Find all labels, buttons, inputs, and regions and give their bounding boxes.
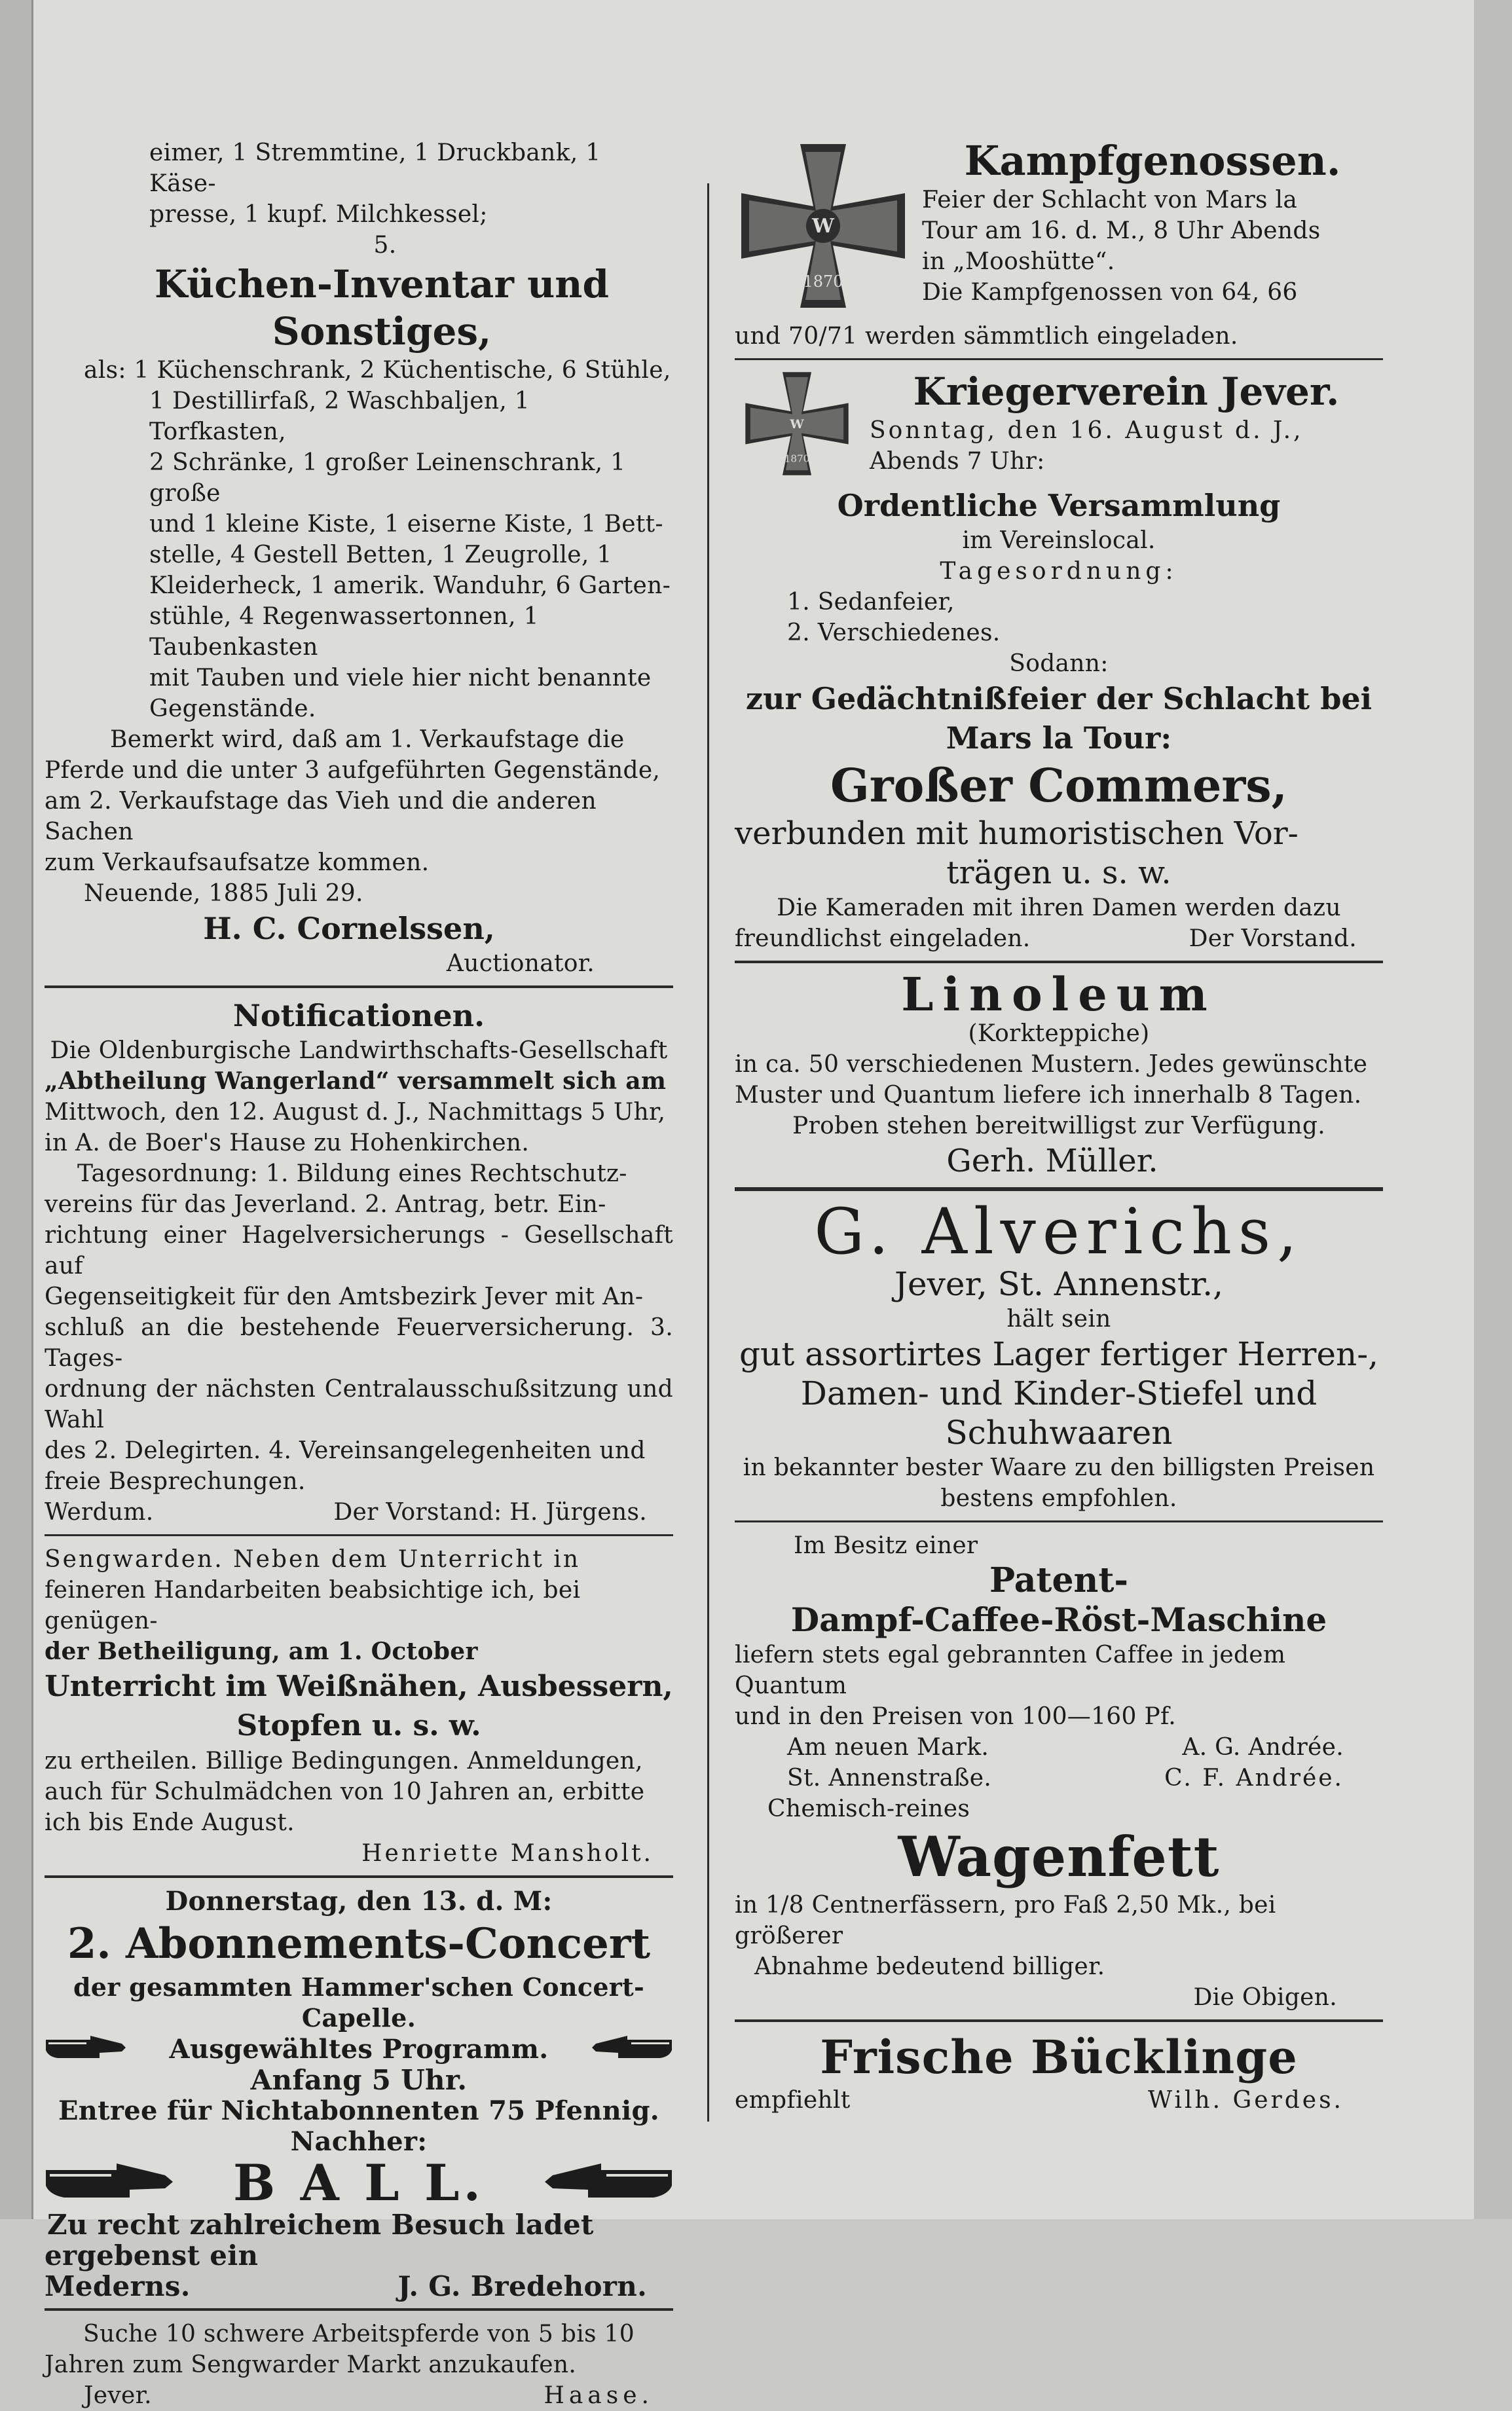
right-column	[735, 138, 1383, 2116]
cross-letter: W	[812, 215, 834, 238]
cross-year: 1870	[784, 452, 810, 465]
concert-title: 2. Abonnements-Concert	[67, 1919, 651, 1968]
pointing-hand-left-icon	[588, 2033, 673, 2065]
concert-program: Ausgewähltes Programm.	[169, 2033, 549, 2065]
krieger-agenda-item: 2. Verschiedenes.	[787, 619, 1001, 646]
kuechen-line: stühle, 4 Regenwassertonnen, 1 Taubenkasten	[149, 603, 539, 661]
buecklinge-ad	[735, 2030, 1383, 2116]
notif-line: ordnung der nächsten Centralausschußsitzung und Wahl	[45, 1376, 673, 1433]
linoleum-line: Proben stehen bereitwilligst zur Verfügung.	[792, 1113, 1325, 1139]
patent-street: St. Annenstraße.	[787, 1765, 992, 1792]
pointing-hand-right-icon	[45, 2161, 175, 2205]
krieger-date: Abends 7 Uhr:	[870, 448, 1045, 475]
notif-line: Tagesordnung: 1. Bildung eines Rechtschutz-	[77, 1160, 627, 1187]
wagen-intro: Chemisch-reines	[767, 1795, 970, 1822]
kuechen-line: und 1 kleine Kiste, 1 eiserne Kiste, 1 Bett-	[149, 511, 663, 538]
pointing-hand-left-icon	[542, 2161, 673, 2205]
alverichs-lager: gut assortirtes Lager fertiger Herren-,	[739, 1335, 1378, 1373]
rule	[45, 1534, 673, 1536]
notif-line: freie Besprechungen.	[45, 1468, 306, 1495]
concert-sub: der gesammten Hammer'schen Concert-	[73, 1972, 645, 2002]
notif-line: in A. de Boer's Hause zu Hohenkirchen.	[45, 1130, 530, 1156]
concert-after: Nachher:	[290, 2126, 428, 2157]
notif-line: Gegenseitigkeit für den Amtsbezirk Jever mit An-	[45, 1283, 644, 1310]
wagen-line: in 1/8 Centnerfässern, pro Faß 2,50 Mk., bei größerer	[735, 1892, 1276, 1949]
horses-signature	[45, 2380, 673, 2411]
column-divider	[707, 183, 709, 2122]
krieger-commers: Großer Commers,	[830, 758, 1288, 813]
notif-line: Die Oldenburgische Landwirthschafts-Gesellschaft	[50, 1037, 668, 1064]
linoleum-heading: Linoleum	[901, 967, 1217, 1021]
buecklinge-sign: Wilh. Gerdes.	[1147, 2087, 1344, 2114]
seng-heading: Stopfen u. s. w.	[236, 1709, 481, 1742]
krieger-date: Sonntag, den 16. August d. J.,	[870, 417, 1304, 444]
wagen-line: Abnahme bedeutend billiger.	[754, 1953, 1105, 1980]
krieger-heading: Kriegerverein Jever.	[913, 369, 1340, 414]
rule	[735, 358, 1383, 360]
sengwarden-ad	[45, 1544, 673, 1869]
notif-line: „Abtheilung Wangerland“ versammelt sich am	[45, 1067, 667, 1095]
alverichs-lager: Schuhwaaren	[945, 1414, 1173, 1452]
place-date: Neuende, 1885 Juli 29.	[84, 880, 363, 907]
concert-invite: Zu recht zahlreichem Besuch ladet	[47, 2209, 594, 2241]
patent-addr-row	[735, 1732, 1383, 1763]
kampf-line: Tour am 16. d. M., 8 Uhr Abends	[922, 217, 1321, 244]
signer-title: Auctionator.	[446, 950, 595, 977]
iron-cross-emblem	[735, 368, 859, 482]
auction-line: presse, 1 kupf. Milchkessel;	[149, 201, 488, 228]
cross-letter: W	[790, 416, 804, 432]
rule	[735, 1187, 1383, 1191]
concert-invite: ergebenst ein	[45, 2239, 259, 2272]
bemerkt-line: am 2. Verkaufstage das Vieh und die anderen Sachen	[45, 788, 597, 845]
kuechen-line: Kleiderheck, 1 amerik. Wanduhr, 6 Garten-	[149, 572, 671, 599]
program-row	[45, 2033, 673, 2065]
bemerkt-line: Pferde und die unter 3 aufgeführten Gegenstände,	[45, 757, 661, 784]
horses-place: Jever.	[84, 2382, 152, 2409]
alverichs-haelt: hält sein	[1006, 1306, 1111, 1333]
alverichs-line: bestens empfohlen.	[940, 1485, 1177, 1512]
linoleum-sub: (Korkteppiche)	[968, 1020, 1150, 1047]
linoleum-ad	[735, 967, 1383, 1181]
cross-year: 1870	[803, 272, 843, 291]
seng-line: der Betheiligung, am 1. October	[45, 1638, 478, 1665]
patent-name: A. G. Andrée.	[1182, 1734, 1344, 1761]
seng-line: auch für Schulmädchen von 10 Jahren an, erbitte	[45, 1778, 645, 1805]
left-column	[45, 138, 673, 2411]
notif-line: schluß an die bestehende Feuerversicherung. 3. Tages-	[45, 1314, 673, 1372]
seng-line: Sengwarden. Neben dem Unterricht in	[45, 1546, 581, 1573]
auction-ad	[45, 138, 673, 230]
notif-signature	[45, 1497, 673, 1528]
krieger-ad	[735, 368, 1383, 954]
concert-sub: Capelle.	[301, 2003, 416, 2033]
patent-line: und in den Preisen von 100—160 Pf.	[735, 1703, 1177, 1730]
kampf-line: Feier der Schlacht von Mars la	[922, 187, 1298, 213]
krieger-agenda-title: Tagesordnung:	[940, 558, 1178, 585]
notif-line: vereins für das Jeverland. 2. Antrag, betr. Ein-	[45, 1191, 606, 1218]
wagen-heading: Wagenfett	[898, 1824, 1220, 1889]
patent-ad	[735, 1530, 1383, 2013]
alverichs-addr: Jever, St. Annenstr.,	[894, 1265, 1224, 1303]
rule	[45, 2308, 673, 2311]
alverichs-lager: Damen- und Kinder-Stiefel und	[800, 1374, 1318, 1412]
kuechen-line: stelle, 4 Gestell Betten, 1 Zeugrolle, 1	[149, 542, 612, 568]
krieger-feier: Mars la Tour:	[946, 720, 1172, 756]
alverichs-ad	[735, 1195, 1383, 1514]
krieger-signature	[735, 923, 1383, 954]
concert-ad	[45, 1886, 673, 2302]
patent-name: C. F. Andrée.	[1164, 1765, 1344, 1792]
krieger-vortraegen: trägen u. s. w.	[946, 855, 1171, 891]
krieger-local: im Vereinslocal.	[962, 527, 1156, 554]
linoleum-line: Muster und Quantum liefere ich innerhalb 8 Tagen.	[735, 1082, 1362, 1109]
concert-sign: J. G. Bredehorn.	[397, 2270, 647, 2302]
concert-signature	[45, 2271, 673, 2302]
concert-start: Anfang 5 Uhr.	[250, 2064, 468, 2096]
patent-intro: Im Besitz einer	[794, 1532, 978, 1559]
notif-heading: Notificationen.	[232, 998, 485, 1033]
seng-line: feineren Handarbeiten beabsichtige ich, bei genügen-	[45, 1577, 581, 1634]
horses-sign: Haase.	[544, 2382, 654, 2409]
signer-name: H. C. Cornelssen,	[203, 911, 495, 946]
patent-heading: Patent-	[989, 1560, 1128, 1600]
kuechen-heading: Sonstiges,	[272, 309, 492, 354]
concert-entree: Entree für Nichtabonnenten 75 Pfennig.	[58, 2095, 660, 2126]
kuechen-heading: Küchen-Inventar und	[154, 262, 610, 306]
notif-place: Werdum.	[45, 1499, 154, 1526]
pointing-hand-right-icon	[45, 2033, 130, 2065]
kampf-line: in „Mooshütte“.	[922, 248, 1115, 275]
concert-place: Mederns.	[45, 2270, 191, 2302]
horses-line: Jahren zum Sengwarder Markt anzukaufen.	[45, 2351, 577, 2378]
krieger-vortraegen: verbunden mit humoristischen Vor-	[735, 815, 1299, 852]
seng-sign: Henriette Mansholt.	[361, 1840, 654, 1867]
bemerkt-line: zum Verkaufsaufsatze kommen.	[45, 849, 430, 876]
rule	[735, 961, 1383, 963]
rule	[735, 1520, 1383, 1522]
kuechen-list	[45, 355, 673, 724]
buecklinge-signature	[735, 2085, 1383, 2116]
patent-addr-row	[735, 1763, 1383, 1794]
patent-street: Am neuen Mark.	[787, 1734, 989, 1761]
kampf-heading: Kampfgenossen.	[964, 137, 1341, 185]
linoleum-line: in ca. 50 verschiedenen Mustern. Jedes gewünschte	[735, 1051, 1368, 1078]
kampf-line: und 70/71 werden sämmtlich eingeladen.	[735, 323, 1238, 350]
concert-date: Donnerstag, den 13. d. M:	[165, 1886, 553, 1917]
krieger-sign: Der Vorstand.	[1189, 925, 1357, 952]
previous-page-edge	[0, 0, 33, 2219]
alverichs-line: in bekannter bester Waare zu den billigsten Preisen	[743, 1454, 1375, 1481]
patent-machine: Dampf-Caffee-Röst-Maschine	[790, 1600, 1327, 1639]
notif-sign: Der Vorstand: H. Jürgens.	[333, 1499, 647, 1526]
iron-cross-emblem	[735, 138, 912, 317]
rule	[45, 985, 673, 988]
kampf-ad	[735, 138, 1383, 352]
notif-line: richtung einer Hagelversicherungs - Gesellschaft auf	[45, 1222, 673, 1279]
concert-ball: B A L L.	[233, 2154, 485, 2212]
alverichs-name: G. Alverichs,	[814, 1195, 1304, 1268]
notif-body	[45, 1035, 673, 1497]
bemerkt-line: Bemerkt wird, daß am 1. Verkaufstage die	[110, 726, 625, 753]
patent-line: liefern stets egal gebrannten Caffee in jedem Quantum	[735, 1642, 1286, 1699]
buecklinge-left: empfiehlt	[735, 2087, 851, 2114]
seng-line: zu ertheilen. Billige Bedingungen. Anmeldungen,	[45, 1748, 643, 1775]
rule	[735, 2019, 1383, 2022]
notif-line: des 2. Delegirten. 4. Vereinsangelegenheiten und	[45, 1437, 646, 1464]
ball-row	[45, 2154, 673, 2212]
kuechen-line: 2 Schränke, 1 großer Leinenschrank, 1 große	[149, 449, 626, 507]
kampf-line: Die Kampfgenossen von 64, 66	[922, 279, 1298, 306]
kuechen-line: mit Tauben und viele hier nicht benannte	[149, 665, 652, 691]
wagen-sign: Die Obigen.	[1193, 1984, 1337, 2011]
rule	[45, 1875, 673, 1878]
krieger-then: Sodann:	[1009, 650, 1109, 677]
page-gutter-edge	[1474, 0, 1512, 2219]
seng-heading: Unterricht im Weißnähen, Ausbessern,	[45, 1670, 673, 1703]
seng-line: ich bis Ende August.	[45, 1809, 295, 1836]
buecklinge-heading: Frische Bücklinge	[820, 2030, 1298, 2084]
krieger-meeting: Ordentliche Versammlung	[837, 488, 1281, 523]
linoleum-sign: Gerh. Müller.	[946, 1143, 1158, 1179]
bemerkt-block	[45, 724, 673, 909]
kuechen-line: als: 1 Küchenschrank, 2 Küchentische, 6 Stühle,	[84, 357, 671, 384]
notif-line: Mittwoch, den 12. August d. J., Nachmittags 5 Uhr,	[45, 1099, 666, 1126]
horses-ad	[45, 2319, 673, 2411]
horses-line: Suche 10 schwere Arbeitspferde von 5 bis 10	[83, 2321, 635, 2347]
krieger-invite: freundlichst eingeladen.	[735, 925, 1031, 952]
krieger-feier: zur Gedächtnißfeier der Schlacht bei	[745, 681, 1373, 716]
krieger-invite: Die Kameraden mit ihren Damen werden dazu	[777, 894, 1341, 921]
section-number: 5.	[373, 232, 397, 259]
kuechen-line: 1 Destillirfaß, 2 Waschbaljen, 1 Torfkasten,	[149, 388, 530, 445]
kuechen-line: Gegenstände.	[149, 695, 316, 722]
auction-line: eimer, 1 Stremmtine, 1 Druckbank, 1 Käse-	[149, 139, 601, 197]
krieger-agenda-item: 1. Sedanfeier,	[787, 589, 955, 616]
